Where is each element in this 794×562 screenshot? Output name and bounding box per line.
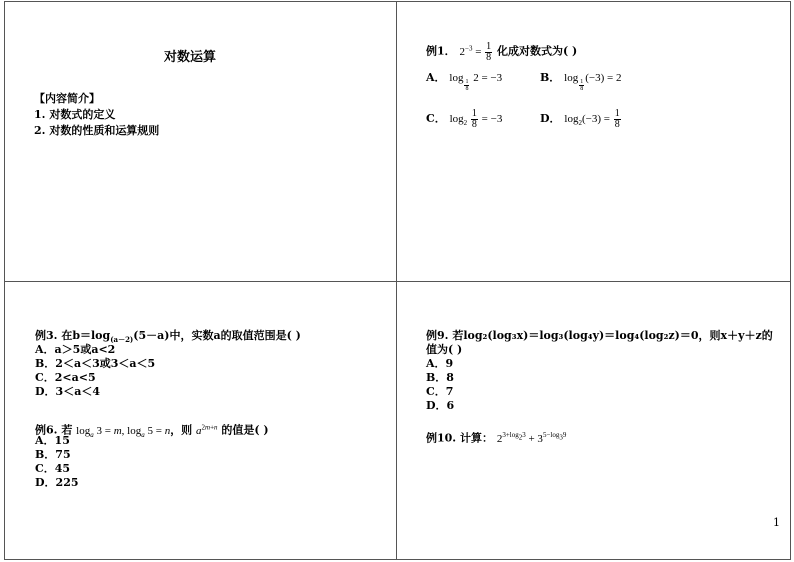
- q6-option-d: D．225: [35, 476, 79, 489]
- option-a: A． log $_{\frac{1}{8}}$ 2 = −3: [426, 71, 503, 92]
- question-1-prefix: 例1．: [426, 44, 456, 58]
- question-6-suffix: 的值是( ): [221, 423, 269, 437]
- q6-option-a: A．15: [35, 434, 70, 447]
- page-number: 1: [773, 516, 780, 529]
- question-3-suffix: (5－a)中，实数a的取值范围是( ): [133, 329, 301, 342]
- q3-option-b: B．2＜a＜3或3＜a＜5: [35, 357, 156, 370]
- intro-item-2: 2. 对数的性质和运算规则: [34, 124, 160, 137]
- question-10-prefix: 例10. 计算：: [426, 431, 493, 445]
- q6-option-c: C．45: [35, 462, 71, 475]
- intro-item-1: 1. 对数式的定义: [34, 108, 116, 121]
- question-1-equation: $2^{-3}$ = $\frac{1}{8}$: [459, 40, 492, 63]
- option-b: B． log $_{\frac{1}{8}}$ (−3) = 2: [540, 71, 622, 92]
- question-9-line-2: 值为( ): [426, 343, 463, 356]
- q9-option-c: C．7: [426, 385, 454, 398]
- question-9-line-1: 例9. 若log₂(log₃x)＝log₃(log₄y)＝log₄(log₂z)＝0，则x＋y＋z的: [426, 329, 773, 342]
- question-6-middle: ，则: [170, 423, 193, 437]
- option-b-label: B．: [540, 71, 561, 84]
- q3-option-d: D．3＜a＜4: [35, 385, 100, 398]
- page-title: 对数运算: [164, 50, 217, 65]
- q9-option-b: B．8: [426, 371, 454, 384]
- q9-option-a: A．9: [426, 357, 454, 370]
- panel-top-right: [397, 1, 791, 281]
- intro-header: 【内容简介】: [34, 92, 100, 105]
- panel-top-left: [4, 1, 396, 281]
- q6-option-b: B．75: [35, 448, 71, 461]
- question-6: 例6. 若 $\log_a 3 = m$, $\log_a 5 = n$，则 $a^{2m+n}$ 的值是( ): [35, 423, 269, 439]
- option-a-label: A．: [426, 71, 446, 84]
- panel-bottom-left: [4, 282, 396, 560]
- option-d: D． $\log_2(-3)$ = $\frac{1}{8}$: [540, 108, 620, 130]
- option-c: C． $\log_2$ $\frac{1}{8}$ = −3: [426, 108, 503, 130]
- q3-option-a: A．a＞5或a<2: [35, 343, 116, 356]
- q9-option-d: D．6: [426, 399, 455, 412]
- question-10: 例10. 计算： $2^{3+log_23} + 3^{5-log_39}$: [426, 431, 567, 445]
- q3-option-c: C．2<a<5: [35, 371, 96, 384]
- option-c-label: C．: [426, 112, 446, 126]
- question-3-base: (a－2): [110, 335, 134, 345]
- question-6-prefix: 例6. 若: [35, 423, 73, 437]
- question-1: [426, 41, 577, 63]
- question-3-prefix: 例3. 在b＝log: [35, 329, 111, 342]
- option-d-label: D．: [540, 112, 561, 126]
- question-1-suffix: 化成对数式为( ): [497, 44, 578, 58]
- panel-bottom-right: [397, 282, 791, 560]
